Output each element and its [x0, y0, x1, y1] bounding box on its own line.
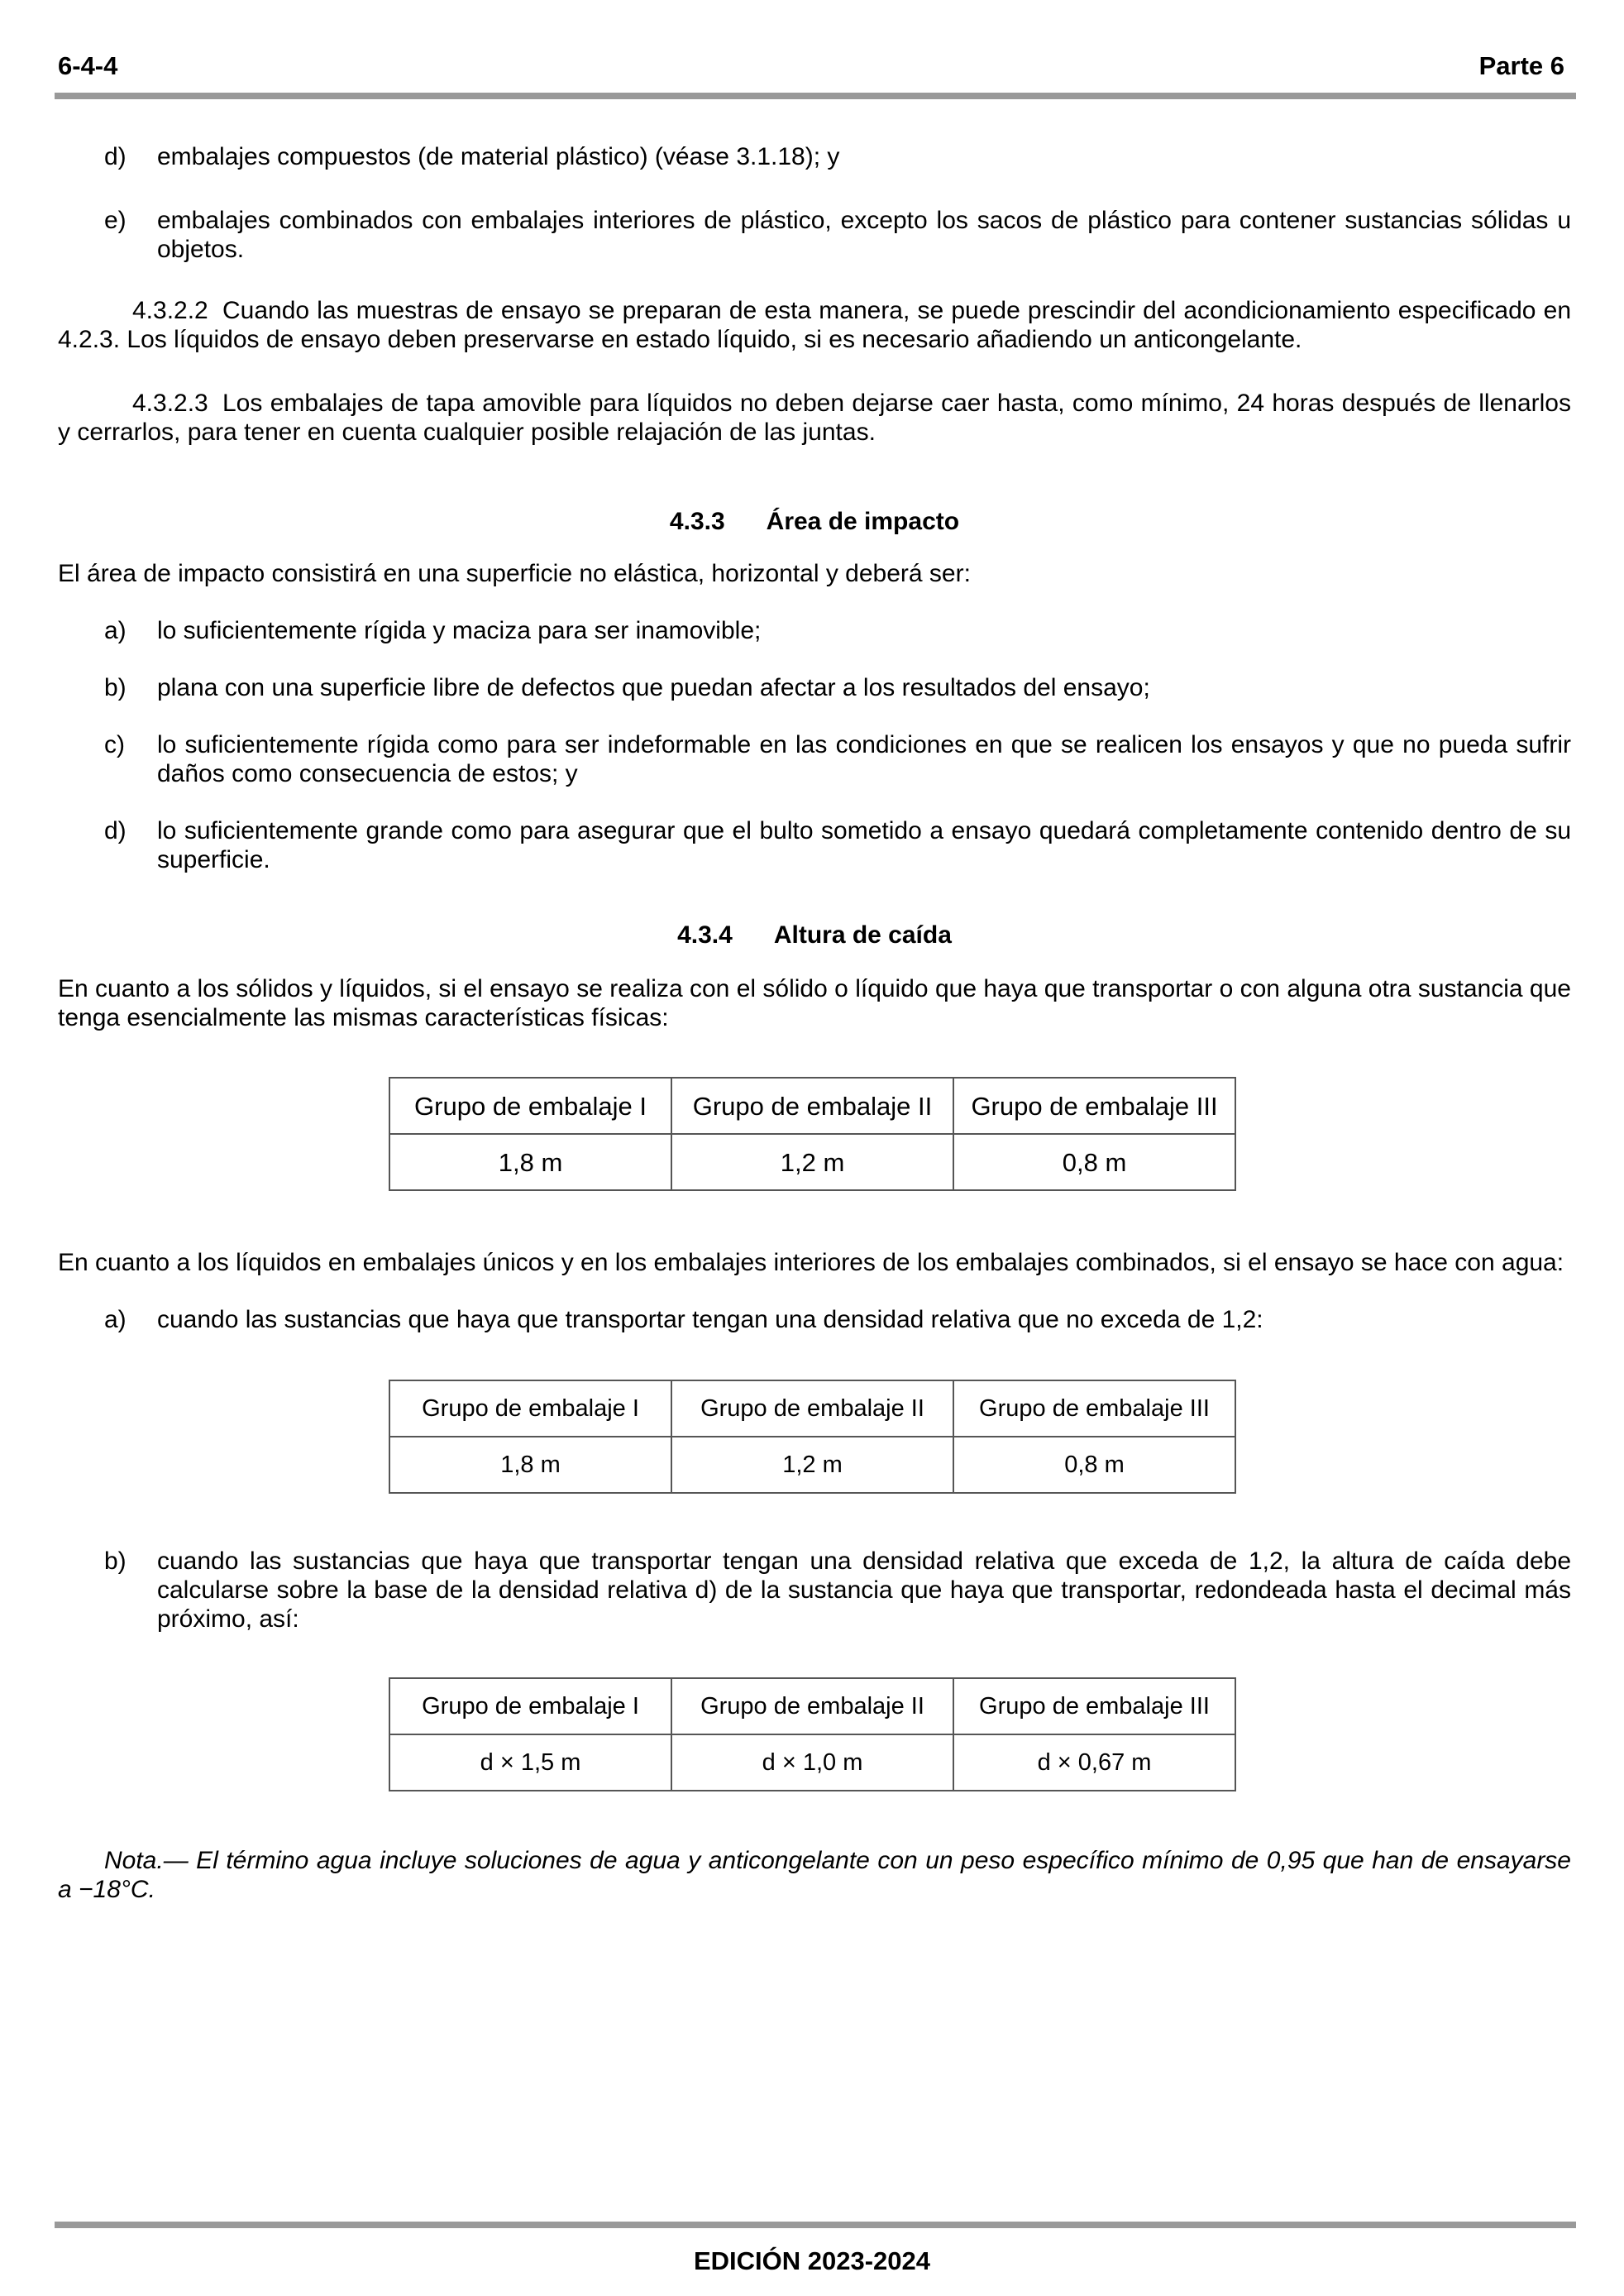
drop-height-table-1 [389, 1077, 1236, 1191]
paragraph: En cuanto a los líquidos en embalajes únicos y en los embalajes interiores de los embalajes combinados, si el ensayo se hace con agua: [58, 1249, 1564, 1276]
table-row [389, 1437, 1235, 1493]
paragraph-4323: 4.3.2.3 Los embalajes de tapa amovible para líquidos no deben dejarse caer hasta, como mínimo, 24 horas después de llenarlos y cerrarlos, para tener en cuenta cualquier posible relajación de las juntas. [58, 390, 1571, 446]
table-header-cell: Grupo de embalaje II [671, 1078, 953, 1134]
list-item: b) plana con una superficie libre de defectos que puedan afectar a los resultados del ensayo; [104, 674, 1150, 701]
table-cell: 1,2 m [671, 1437, 953, 1493]
footer-rule [55, 2222, 1576, 2228]
table-header-row [389, 1380, 1235, 1437]
section-intro: El área de impacto consistirá en una superficie no elástica, horizontal y deberá ser: [58, 560, 971, 587]
part-label: Parte 6 [1478, 51, 1564, 80]
table-cell: d × 0,67 m [953, 1734, 1235, 1791]
table-header-row [389, 1678, 1235, 1734]
note: Nota.— El término agua incluye soluciones de agua y anticongelante con un peso específico mínimo de 0,95 que han de ensayarse a −18°C. [58, 1847, 1571, 1903]
table-header-cell: Grupo de embalaje III [953, 1678, 1235, 1734]
list-item: e) embalajes combinados con embalajes interiores de plástico, excepto los sacos de plástico para contener sustancias sólidas u objetos. [104, 207, 1571, 263]
drop-height-table-2 [389, 1380, 1236, 1494]
table-cell: 1,2 m [671, 1134, 953, 1190]
table-cell: d × 1,0 m [671, 1734, 953, 1791]
table-cell: 0,8 m [953, 1134, 1235, 1190]
table-header-row [389, 1078, 1235, 1134]
list-item: a) cuando las sustancias que haya que transportar tengan una densidad relativa que no exceda de 1,2: [104, 1306, 1263, 1333]
table-header-cell: Grupo de embalaje I [389, 1678, 671, 1734]
table-header-cell: Grupo de embalaje II [671, 1678, 953, 1734]
table-header-cell: Grupo de embalaje I [389, 1078, 671, 1134]
drop-height-table-3 [389, 1677, 1236, 1791]
table-header-cell: Grupo de embalaje II [671, 1380, 953, 1437]
section-intro: En cuanto a los sólidos y líquidos, si el ensayo se realiza con el sólido o líquido que haya que transportar o con alguna otra sustancia que tenga esencialmente las mismas características físicas: [58, 975, 1571, 1031]
list-item: c) lo suficientemente rígida como para ser indeformable en las condiciones en que se realicen los ensayos y que no pueda sufrir daños como consecuencia de estos; y [104, 731, 1571, 787]
table-header-cell: Grupo de embalaje III [953, 1078, 1235, 1134]
page-number: 6-4-4 [58, 51, 118, 80]
header-rule [55, 93, 1576, 99]
table-cell: 1,8 m [389, 1134, 671, 1190]
list-item: b) cuando las sustancias que haya que transportar tengan una densidad relativa que exceda de 1,2, la altura de caída debe calcularse sobre la base de la densidad relativa d) de la sustancia que haya que transportar, redondeada hasta el decimal más próximo, así: [104, 1547, 1571, 1633]
table-cell: d × 1,5 m [389, 1734, 671, 1791]
section-heading-434: 4.3.4 Altura de caída [677, 921, 952, 949]
table-row [389, 1734, 1235, 1791]
list-item: a) lo suficientemente rígida y maciza para ser inamovible; [104, 617, 762, 644]
table-cell: 0,8 m [953, 1437, 1235, 1493]
main-content [58, 134, 1571, 1904]
table-header-cell: Grupo de embalaje I [389, 1380, 671, 1437]
table-cell: 1,8 m [389, 1437, 671, 1493]
table-row [389, 1134, 1235, 1190]
list-item: d) lo suficientemente grande como para asegurar que el bulto sometido a ensayo quedará completamente contenido dentro de su superficie. [104, 817, 1571, 873]
table-header-cell: Grupo de embalaje III [953, 1380, 1235, 1437]
edition-footer: EDICIÓN 2023-2024 [693, 2246, 931, 2275]
paragraph-4322: 4.3.2.2 Cuando las muestras de ensayo se preparan de esta manera, se puede prescindir del acondicionamiento especificado en 4.2.3. Los líquidos de ensayo deben preservarse en estado líquido, si es necesario añadiendo un anticongelante. [58, 297, 1571, 353]
section-heading-433: 4.3.3 Área de impacto [669, 508, 960, 535]
list-item: d) embalajes compuestos (de material plástico) (véase 3.1.18); y [104, 143, 840, 170]
